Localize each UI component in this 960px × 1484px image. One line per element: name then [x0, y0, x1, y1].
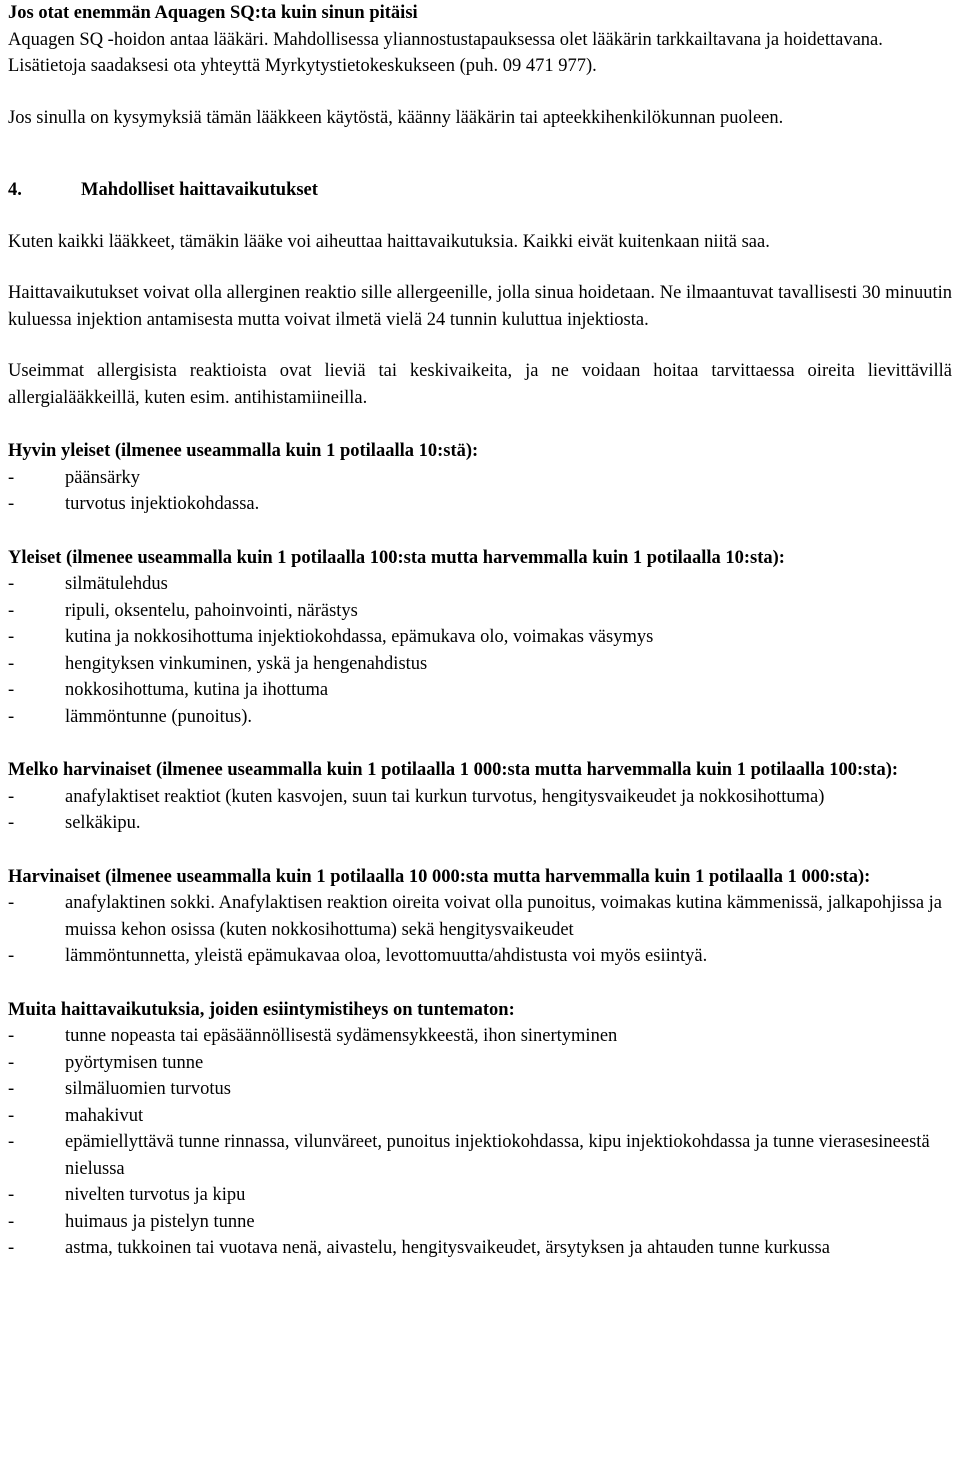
frequency-group-rare [8, 864, 952, 970]
list-item-text: tunne nopeasta tai epäsäännöllisestä sydämensykkeestä, ihon sinertyminen [65, 1026, 618, 1046]
list-item-text: huimaus ja pistelyn tunne [65, 1211, 255, 1232]
group-heading: Harvinaiset (ilmenee useammalla kuin 1 potilaalla 10 000:sta mutta harvemmalla kuin 1 potilaalla 1 000:sta): [8, 866, 871, 887]
list-item-text: anafylaktiset reaktiot (kuten kasvojen, suun tai kurkun turvotus, hengitysvaikeudet ja nokkosihottuma) [65, 786, 825, 807]
section-heading [8, 177, 952, 204]
list-dash: - [8, 627, 15, 647]
allergic-reaction-text: Haittavaikutukset voivat olla allerginen reaktio sille allergeenille, jolla sinua hoidetaan. Ne ilmaantuvat tavallisesti 30 minuutin kuluessa injektion antamisesta mutta voivat ilmetä vielä 24 tunnin kuluttua injektiosta. [8, 283, 952, 330]
section-number: 4. [8, 180, 22, 200]
overdose-heading: Jos otat enemmän Aquagen SQ:ta kuin sinun pitäisi [8, 3, 418, 23]
list-item [8, 1023, 952, 1050]
overdose-text: Aquagen SQ -hoidon antaa lääkäri. Mahdollisessa yliannostustapauksessa olet lääkärin tarkkailtavana ja hoidettavana. Lisätietoja saadaksesi ota yhteyttä Myrkytystietokeskukseen (puh. 09 471 977). [8, 29, 883, 76]
list-dash: - [8, 653, 15, 674]
list-dash: - [8, 946, 15, 966]
list-item [8, 1129, 952, 1182]
list-item-text: nokkosihottuma, kutina ja ihottuma [65, 680, 329, 700]
section-title: Mahdolliset haittavaikutukset [81, 180, 318, 200]
effects-list [8, 571, 952, 730]
list-dash: - [8, 813, 15, 833]
list-dash: - [8, 1132, 15, 1152]
list-item-text: turvotus injektiokohdassa. [65, 494, 260, 514]
list-item [8, 1209, 952, 1236]
list-dash: - [8, 1105, 15, 1126]
list-dash: - [8, 600, 15, 621]
intro-text: Kuten kaikki lääkkeet, tämäkin lääke voi aiheuttaa haittavaikutuksia. Kaikki eivät kuitenkaan niitä saa. [8, 231, 770, 252]
list-dash: - [8, 467, 15, 488]
list-item-text: nivelten turvotus ja kipu [65, 1185, 246, 1205]
list-dash: - [8, 1052, 15, 1073]
list-item [8, 465, 952, 492]
list-item [8, 704, 952, 731]
group-heading: Hyvin yleiset (ilmenee useammalla kuin 1 potilaalla 10:stä): [8, 441, 479, 461]
list-dash: - [8, 1185, 15, 1205]
list-item [8, 784, 952, 811]
list-item-text: hengityksen vinkuminen, yskä ja hengenahdistus [65, 653, 428, 674]
frequency-group-common [8, 545, 952, 731]
list-dash: - [8, 1026, 15, 1046]
group-heading: Yleiset (ilmenee useammalla kuin 1 potilaalla 100:sta mutta harvemmalla kuin 1 potilaalla 10:sta): [8, 547, 785, 568]
frequency-group-unknown [8, 997, 952, 1262]
list-item [8, 598, 952, 625]
list-item [8, 1235, 952, 1262]
list-item [8, 1182, 952, 1209]
list-item-text: selkäkipu. [65, 813, 141, 833]
frequency-group-very-common [8, 438, 952, 518]
list-dash: - [8, 706, 15, 727]
list-dash: - [8, 893, 15, 913]
list-item-text: kutina ja nokkosihottuma injektiokohdassa, epämukava olo, voimakas väsymys [65, 627, 654, 647]
list-dash: - [8, 574, 15, 594]
effects-list [8, 1023, 952, 1262]
list-item [8, 1050, 952, 1077]
list-dash: - [8, 786, 15, 807]
list-item-text: pyörtymisen tunne [65, 1052, 204, 1073]
frequency-group-uncommon [8, 757, 952, 837]
group-heading: Melko harvinaiset (ilmenee useammalla kuin 1 potilaalla 1 000:sta mutta harvemmalla kuin 1 potilaalla 100:sta): [8, 760, 899, 780]
list-dash: - [8, 494, 15, 514]
list-item [8, 1076, 952, 1103]
group-heading: Muita haittavaikutuksia, joiden esiintymistiheys on tuntematon: [8, 999, 515, 1020]
list-item [8, 624, 952, 651]
list-item [8, 491, 952, 518]
list-item [8, 810, 952, 837]
effects-list [8, 784, 952, 837]
list-item [8, 651, 952, 678]
list-dash: - [8, 1238, 15, 1258]
list-item-text: mahakivut [65, 1105, 144, 1126]
list-item-text: lämmöntunne (punoitus). [65, 706, 253, 727]
list-item-text: silmäluomien turvotus [65, 1079, 231, 1099]
list-item [8, 890, 952, 943]
list-item-text: anafylaktinen sokki. Anafylaktisen reaktion oireita voivat olla punoitus, voimakas kutina kämmenissä, jalkapohjissa ja muissa kehon osissa (kuten nokkosihottuma) sekä hengitysvaikeudet [65, 893, 943, 940]
list-item-text: silmätulehdus [65, 574, 168, 594]
mild-reactions-text: Useimmat allergisista reaktioista ovat lieviä tai keskivaikeita, ja ne voidaan hoitaa tarvittaessa oireita lievittävillä allergialääkkeillä, kuten esim. antihistamiineilla. [8, 361, 952, 408]
list-item-text: lämmöntunnetta, yleistä epämukavaa oloa, levottomuutta/ahdistusta voi myös esiintyä. [65, 946, 708, 966]
list-item-text: epämiellyttävä tunne rinnassa, vilunväreet, punoitus injektiokohdassa, kipu injektiokohdassa ja tunne vierasesineestä nielussa [65, 1132, 930, 1179]
list-item-text: astma, tukkoinen tai vuotava nenä, aivastelu, hengitysvaikeudet, ärsytyksen ja ahtauden tunne kurkussa [65, 1238, 830, 1258]
list-item [8, 571, 952, 598]
list-item [8, 1103, 952, 1130]
effects-list [8, 890, 952, 970]
list-item-text: päänsärky [65, 467, 140, 488]
list-dash: - [8, 1211, 15, 1232]
list-dash: - [8, 680, 15, 700]
questions-text: Jos sinulla on kysymyksiä tämän lääkkeen käytöstä, käänny lääkärin tai apteekkihenkilökunnan puoleen. [8, 107, 784, 128]
list-dash: - [8, 1079, 15, 1099]
list-item [8, 943, 952, 970]
list-item [8, 677, 952, 704]
list-item-text: ripuli, oksentelu, pahoinvointi, närästys [65, 600, 358, 621]
effects-list [8, 465, 952, 518]
